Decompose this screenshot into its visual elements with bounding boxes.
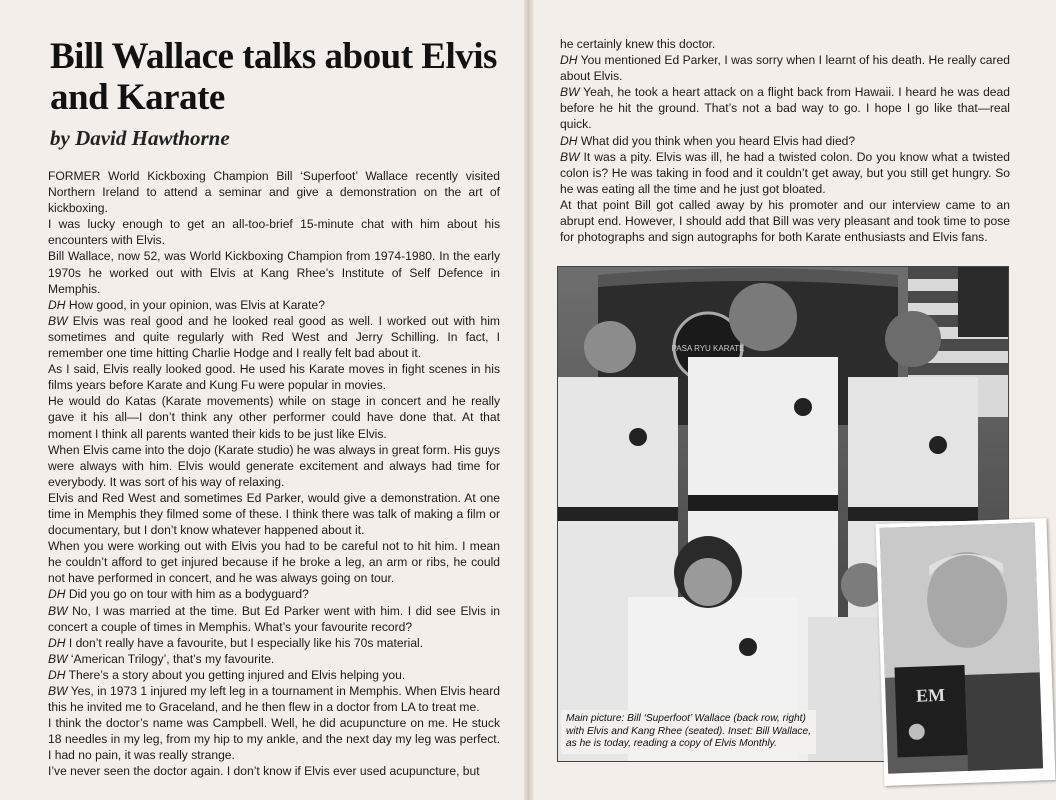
- article-paragraph: [48, 667, 500, 683]
- banner-text: PASA RYU KARATE: [671, 344, 745, 353]
- paragraph-text: ‘American Trilogy’, that’s my favourite.: [70, 651, 275, 666]
- speaker-initials: BW: [560, 149, 580, 164]
- article-paragraph: [560, 133, 1010, 149]
- paragraph-text: Yeah, he took a heart attack on a flight back from Hawaii. I heard he was dead before he hit the ground. That’s not a bad way to go. I hope I go like that—real quick.: [560, 85, 1010, 132]
- paragraph-text: There’s a story about you getting injured and Elvis helping you.: [68, 667, 406, 682]
- speaker-initials: DH: [48, 297, 66, 312]
- speaker-initials: BW: [48, 603, 68, 618]
- article-paragraph: [48, 393, 500, 441]
- speaker-initials: DH: [48, 587, 66, 602]
- article-paragraph: [560, 197, 1010, 245]
- paragraph-text: It was a pity. Elvis was ill, he had a twisted colon. Do you know what a twisted colon is? He was taking in food and it couldn’t get away, but you still get hungry. So he was eating all the time and he just got bloated.: [560, 149, 1010, 196]
- speaker-initials: BW: [560, 85, 580, 100]
- article-paragraph: [560, 149, 1010, 197]
- paragraph-text: At that point Bill got called away by his promoter and our interview came to an abrupt end. However, I should add that Bill was very pleasant and took time to pose for photographs and sign autographs for both Karate enthusiasts and Elvis fans.: [560, 197, 1010, 245]
- page-gutter: [524, 0, 534, 800]
- inset-photo: [875, 518, 1055, 786]
- speaker-initials: DH: [48, 667, 66, 682]
- paragraph-text: He would do Katas (Karate movements) while on stage in concert and he really gave it his all—I don’t think any other performer could have done that. At that moment I think all parents wanted their kids to be just like Elvis.: [48, 394, 500, 441]
- paragraph-text: Did you go on tour with him as a bodyguard?: [68, 587, 309, 602]
- paragraph-text: How good, in your opinion, was Elvis at Karate?: [68, 297, 325, 312]
- speaker-initials: DH: [560, 133, 578, 148]
- speaker-initials: DH: [48, 635, 66, 650]
- paragraph-text: What did you think when you heard Elvis had died?: [580, 133, 856, 148]
- article-paragraph: [48, 216, 500, 248]
- paragraph-text: When you were working out with Elvis you had to be careful not to hit him. I mean he couldn’t afford to get injured because if he broke a leg, an arm or ribs, he could not have performed in concert, and he was always going on tour.: [48, 539, 500, 586]
- paragraph-text: You mentioned Ed Parker, I was sorry when I learnt of his death. He really cared about Elvis.: [560, 53, 1010, 84]
- speaker-initials: BW: [48, 651, 68, 666]
- speaker-initials: DH: [560, 53, 578, 68]
- article-paragraph: [48, 586, 500, 602]
- article-headline: Bill Wallace talks about Elvis and Karate: [50, 36, 497, 118]
- paragraph-text: Elvis and Red West and sometimes Ed Parker, would give a demonstration. At one time in Memphis they filmed some of these. I think there was talk of making a film or documentary, but I don’t know whatever happened about it.: [48, 490, 500, 538]
- paragraph-text: No, I was married at the time. But Ed Parker went with him. I did see Elvis in concert a couple of times in Memphis. What’s your favourite record?: [48, 603, 500, 634]
- article-paragraph: [48, 442, 500, 490]
- article-paragraph: [48, 603, 500, 635]
- article-paragraph: [560, 36, 1010, 52]
- paragraph-text: Bill Wallace, now 52, was World Kickboxing Champion from 1974-1980. In the early 1970s he worked out with Elvis at Kang Rhee’s Institute of Self Defence in Memphis.: [48, 249, 500, 296]
- article-paragraph: [48, 248, 500, 296]
- article-paragraph: [48, 168, 500, 216]
- article-paragraph: [48, 715, 500, 763]
- article-paragraph: [48, 538, 500, 586]
- paragraph-text: When Elvis came into the dojo (Karate studio) he was always in great form. His guys were always with him. Elvis would generate excitement and always had time for everybody. It was sort of his way of relaxing.: [48, 442, 500, 489]
- article-byline: by David Hawthorne: [50, 126, 230, 150]
- article-paragraph: [48, 313, 500, 361]
- article-paragraph: [48, 297, 500, 313]
- paragraph-text: I don’t really have a favourite, but I especially like his 70s material.: [68, 635, 424, 650]
- paragraph-text: I think the doctor’s name was Campbell. Well, he did acupuncture on me. He stuck 18 needles in my leg, from my hip to my ankle, and the next day my leg was perfect. I had no pain, it was really strange.: [48, 716, 500, 763]
- speaker-initials: BW: [48, 313, 68, 328]
- article-paragraph: [48, 683, 500, 715]
- paragraph-text: I’ve never seen the doctor again. I don’t know if Elvis ever used acupuncture, but: [48, 764, 480, 779]
- article-paragraph: [48, 361, 500, 393]
- speaker-initials: BW: [48, 684, 68, 698]
- paragraph-text: I was lucky enough to get an all-too-brief 15-minute chat with him about his encounters with Elvis.: [48, 217, 500, 248]
- paragraph-text: Yes, in 1973 1 injured my left leg in a tournament in Memphis. When Elvis heard this he invited me to Graceland, and he then flew in a doctor from LA to treat me.: [48, 684, 500, 715]
- paragraph-text: FORMER World Kickboxing Champion Bill ‘Superfoot’ Wallace recently visited Northern Ireland to attend a seminar and give a demonstration on the art of kickboxing.: [48, 169, 500, 216]
- article-paragraph: [48, 490, 500, 538]
- paragraph-text: Elvis was real good and he looked real good as well. I worked out with him sometimes and quite regularly with Red West and Jerry Schilling. In fact, I remember one time hitting Charlie Hodge and I really felt bad about it.: [48, 313, 500, 361]
- right-column-text: [560, 36, 1010, 245]
- article-paragraph: [560, 84, 1010, 132]
- paragraph-text: he certainly knew this doctor.: [560, 37, 716, 51]
- left-column-text: [48, 168, 500, 780]
- article-paragraph: [48, 635, 500, 651]
- photo-caption: Main picture: Bill ‘Superfoot’ Wallace (back row, right) with Elvis and Kang Rhee (seated). Inset: Bill Wallace, as he is today, reading a copy of Elvis Monthly.: [561, 710, 816, 754]
- paragraph-text: As I said, Elvis really looked good. He used his Karate moves in fight scenes in his films years before Karate and Kung Fu were popular in movies.: [48, 362, 500, 393]
- article-paragraph: [48, 763, 500, 779]
- article-paragraph: [560, 52, 1010, 84]
- article-paragraph: [48, 651, 500, 667]
- inset-photo-image: [880, 523, 1043, 774]
- magazine-text: EM: [915, 684, 946, 706]
